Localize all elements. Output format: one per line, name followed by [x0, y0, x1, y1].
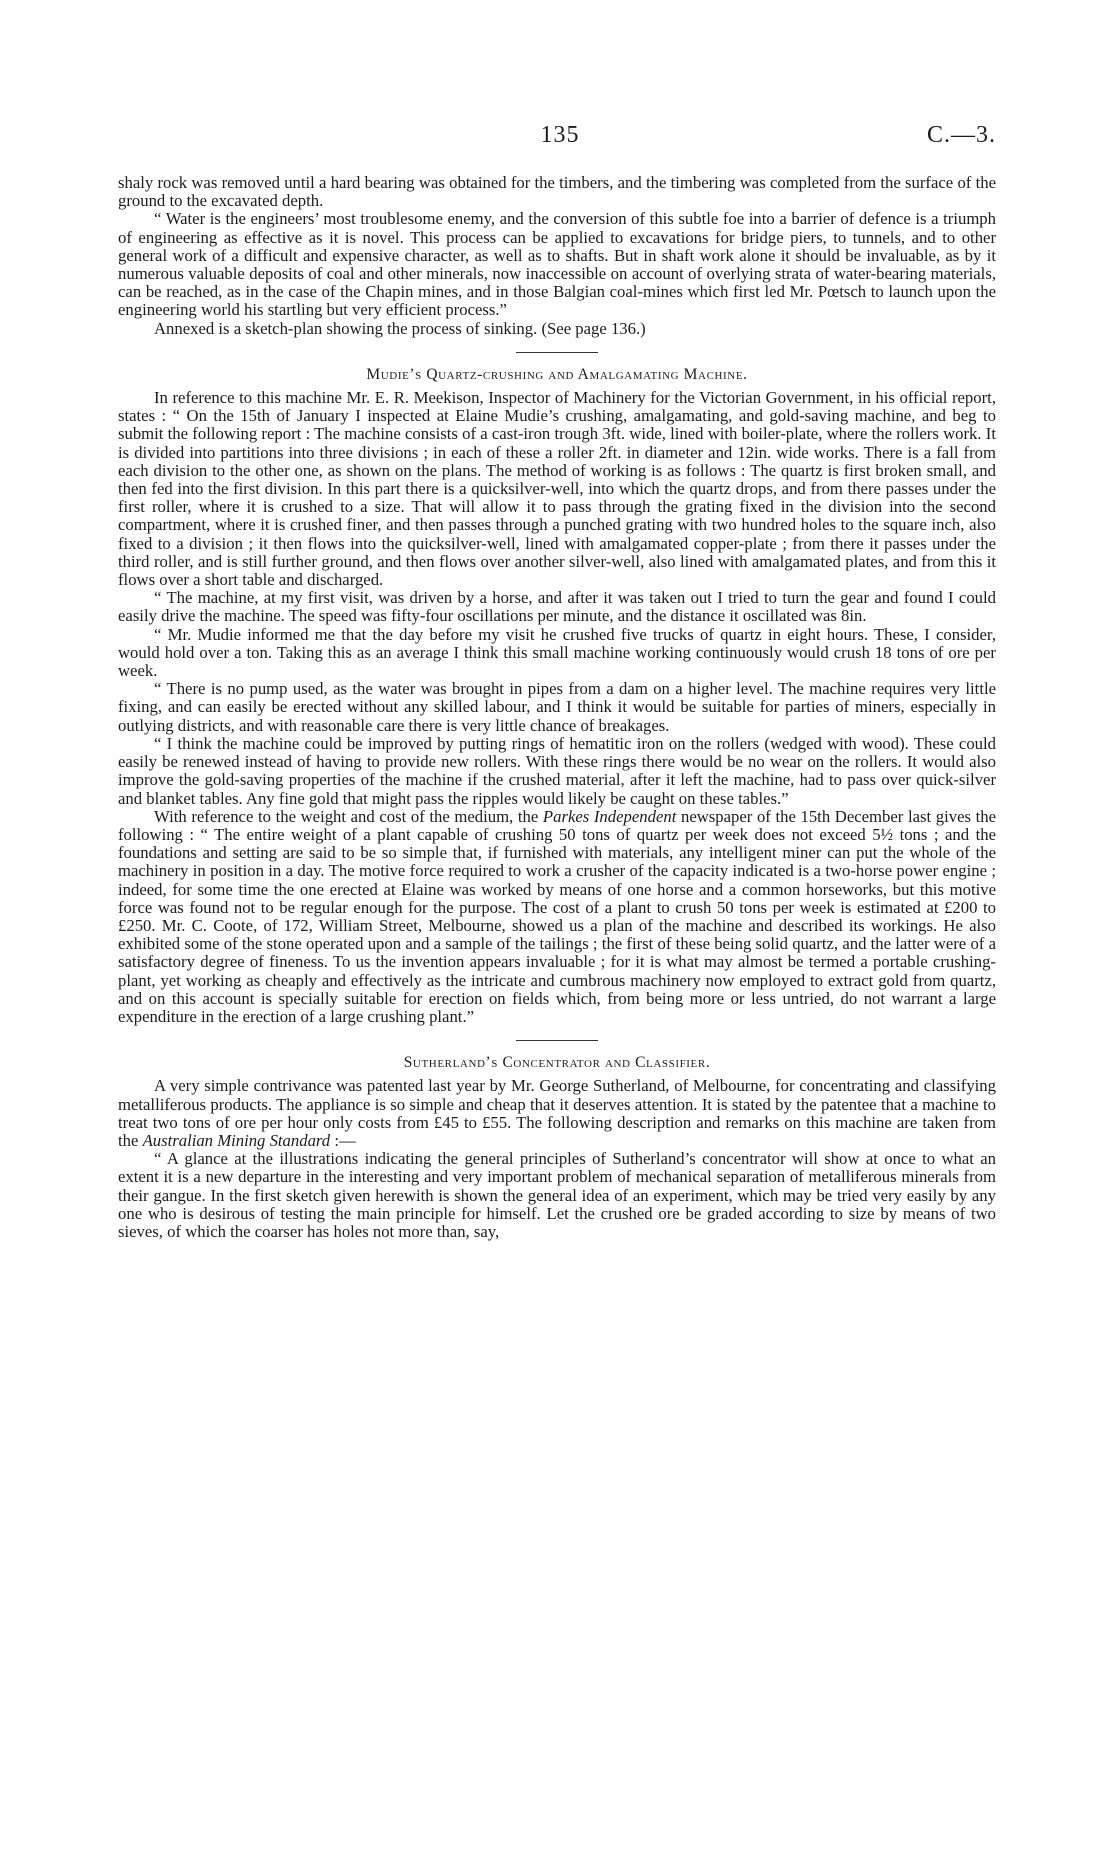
paragraph — [118, 1077, 996, 1150]
paragraph-text: With reference to the weight and cost of the medium, the — [154, 806, 543, 826]
paragraph-text: newspaper of the 15th December last gives the following : “ The entire weight of a plant capable of crushing 50 tons of quartz per week does not exceed 5½ tons ; and the foundations and setting are said to be so simple that, if furnished with materials, any intelligent miner can put the whole of the machinery in position in a day. The motive force required to work a crusher of the capacity indicated is a two-horse power engine ; indeed, for some time the one erected at Elaine was worked by means of one horse and a common horseworks, but this motive force was found not to be regular enough for the purpose. The cost of a plant to crush 50 tons per week is estimated at £200 to £250. Mr. C. Coote, of 172, William Street, Melbourne, showed us a plan of the machine and described its workings. He also exhibited some of the stone operated upon and a sample of the tailings ; the first of these being solid quartz, and the latter were of a satisfactory degree of fineness. To us the invention appears invaluable ; for it is what may almost be termed a portable crushing-plant, yet working as cheaply and effectively as the intricate and cumbrous machinery now employed to extract gold from quartz, and on this account is specially suitable for erection on fields which, from being more or less untried, do not warrant a large expenditure in the erection of a large crushing plant.” — [118, 806, 996, 1026]
paragraph-text: :— — [330, 1130, 356, 1150]
paragraph: “ Mr. Mudie informed me that the day before my visit he crushed five trucks of quartz in eight hours. These, I consider, would hold over a ton. Taking this as an average I think this small machine working continuously would crush 18 tons of ore per week. — [118, 624, 996, 681]
italic-title: Parkes Independent — [542, 806, 677, 826]
paragraph: “ A glance at the illustrations indicating the general principles of Sutherland’s concentrator will show at once to what an extent it is a new departure in the interesting and very important problem of mechanical separation of metalliferous minerals from their gangue. In the first sketch given herewith is shown the general idea of an experiment, which may be tried very easily by any one who is desirous of testing the main principle for himself. Let the crushed ore be graded according to size by means of two sieves, of which the coarser has holes not more than, say, — [118, 1149, 996, 1241]
paragraph-text: A very simple contrivance was patented last year by Mr. George Sutherland, of Melbourne, for concentrating and classifying metalliferous products. The appliance is so simple and cheap that it deserves attention. It is stated by the patentee that a machine to treat two tons of ore per hour only costs from £45 to £55. The following description and remarks on this machine are taken from the — [118, 1076, 996, 1150]
paragraph: “ The machine, at my first visit, was driven by a horse, and after it was taken out I tried to turn the gear and found I could easily drive the machine. The speed was fifty-four oscillations per minute, and the distance it oscillated was 8in. — [118, 588, 996, 626]
paragraph: “ I think the machine could be improved by putting rings of hematitic iron on the rollers (wedged with wood). These could easily be renewed instead of having to provide new rollers. With these rings there would be no wear on the rollers. It would also improve the gold-saving properties of the machine if the crushed material, after it left the machine, had to pass over quick-silver and blanket tables. Any fine gold that might pass the ripples would likely be caught on these tables.” — [118, 733, 996, 808]
paragraph: shaly rock was removed until a hard bearing was obtained for the timbers, and the timbering was completed from the surface of the ground to the excavated depth. — [118, 173, 996, 211]
section-divider — [516, 352, 598, 353]
document-body — [118, 174, 996, 1241]
paragraph: In reference to this machine Mr. E. R. Meekison, Inspector of Machinery for the Victorian Government, in his official report, states : “ On the 15th of January I inspected at Elaine Mudie’s crushing, amalgamating, and gold-saving machine, and beg to submit the following report : The machine consists of a cast-iron trough 3ft. wide, lined with boiler-plate, where the rollers work. It is divided into partitions into three divisions ; in each of these a roller 2ft. in diameter and 12in. wide works. There is a fall from each division to the other one, as shown on the plans. The method of working is as follows : The quartz is first broken small, and then fed into the first division. In this part there is a quicksilver-well, into which the quartz drops, and from there passes under the first roller, where it is crushed to a size. That will allow it to pass through the grating fixed in the division into the second compartment, where it is crushed finer, and then passes through a punched grating with two hundred holes to the square inch, also fixed to a division ; it then flows into the quicksilver-well, lined with amalgamated copper-plate ; from there it passes under the third roller, and is still further ground, and then flows over another silver-well, also lined with amalgamated plates, and from this it flows over a short table and discharged. — [118, 388, 996, 590]
page-number: 135 — [540, 122, 580, 148]
section-heading: Mudie’s Quartz-crushing and Amalgamating Machine. — [366, 365, 748, 383]
paragraph: “ There is no pump used, as the water was brought in pipes from a dam on a higher level. The machine requires very little fixing, and can easily be erected without any skilled labour, and I think it would be suitable for parties of miners, especially in outlying districts, and with reasonable care there is very little chance of breakages. — [118, 679, 996, 735]
paragraph: “ Water is the engineers’ most troublesome enemy, and the conversion of this subtle foe into a barrier of defence is a triumph of engineering as effective as it is novel. This process can be applied to excavations for bridge piers, to tunnels, and to other general work of a difficult and expensive character, as well as to shafts. But in shaft work alone it should be invaluable, as by it numerous valuable deposits of coal and other minerals, now inaccessible on account of overlying strata of water-bearing materials, can be reached, as in the case of the Chapin mines, and in those Balgian coal-mines which first led Mr. Pœtsch to launch upon the engineering world his startling but very efficient process.” — [118, 209, 996, 320]
paragraph — [118, 808, 996, 1026]
document-reference: C.—3. — [926, 122, 996, 148]
section-divider — [516, 1040, 598, 1041]
section-heading: Sutherland’s Concentrator and Classifier. — [403, 1054, 711, 1072]
italic-title: Australian Mining Standard — [142, 1130, 331, 1150]
paragraph: Annexed is a sketch-plan showing the process of sinking. (See page 136.) — [154, 318, 646, 338]
